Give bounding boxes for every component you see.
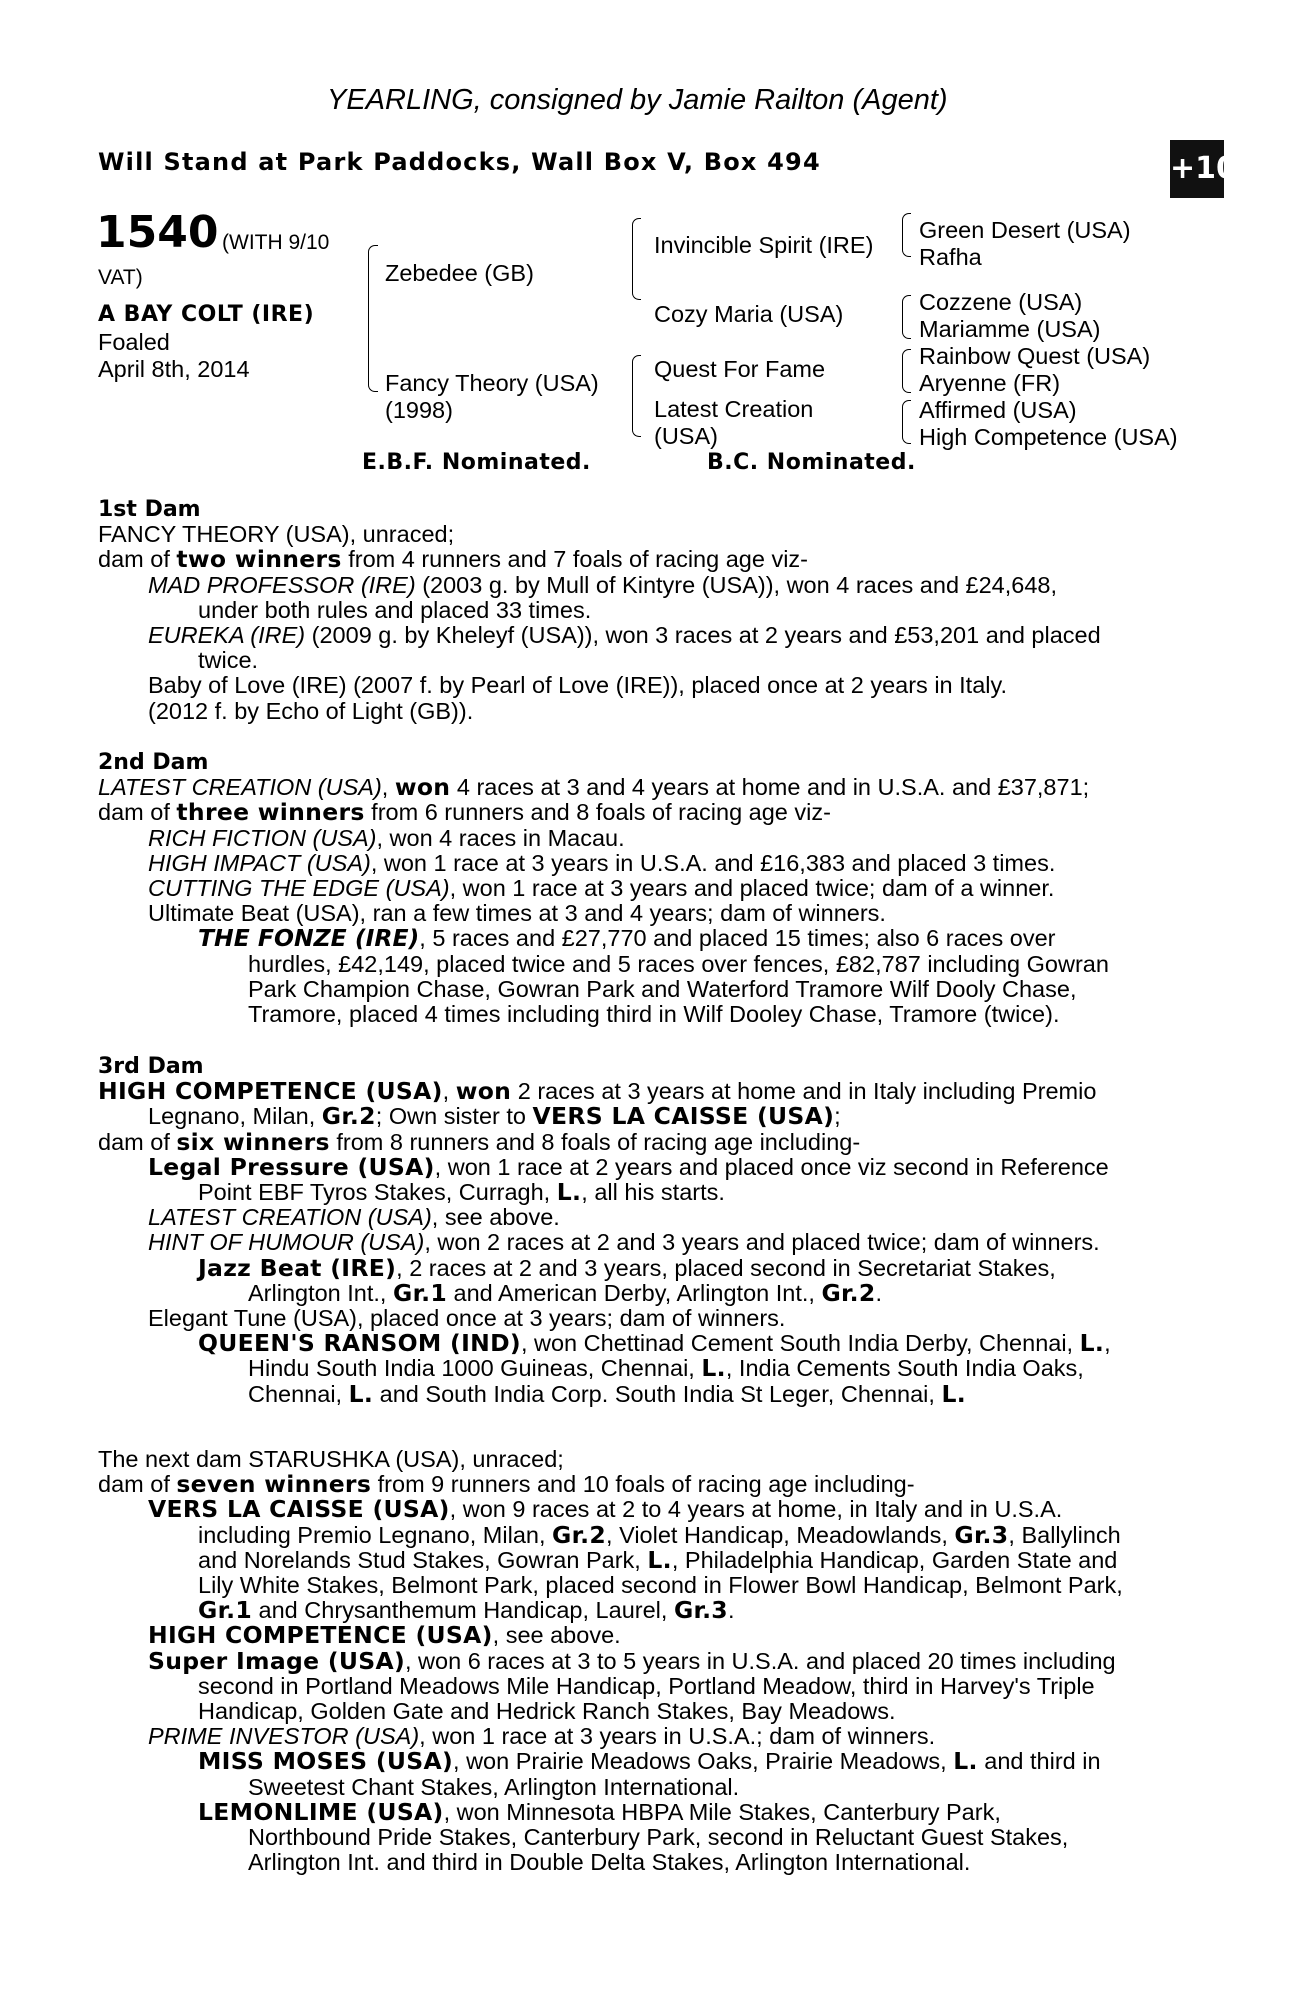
next-dam-line: The next dam STARUSHKA (USA), unraced; xyxy=(98,1446,564,1472)
third-dam-line: HIGH COMPETENCE (USA), won 2 races at 3 years at home and in Italy including Premio xyxy=(98,1077,1097,1106)
pedigree-brace-sd xyxy=(902,295,911,339)
second-dam-line: CUTTING THE EDGE (USA), won 1 race at 3 years and placed twice; dam of a winner. xyxy=(148,875,1055,902)
next-dam-line: dam of seven winners from 9 runners and 10 foals of racing age including- xyxy=(98,1470,915,1499)
third-dam-line: Legal Pressure (USA), won 1 race at 2 years and placed once viz second in Reference xyxy=(148,1152,1109,1181)
pedigree-dam-dam-2: (USA) xyxy=(654,423,718,449)
section-third-dam xyxy=(98,1054,1198,1407)
next-dam-line: PRIME INVESTOR (USA), won 1 race at 3 years in U.S.A.; dam of winners. xyxy=(148,1723,936,1750)
pedigree-brace-dd xyxy=(902,400,911,444)
second-dam-line: LATEST CREATION (USA), won 4 races at 3 and 4 years at home and in U.S.A. and £37,871; xyxy=(98,773,1090,802)
next-dam-line: Gr.1 and Chrysanthemum Handicap, Laurel, Gr.3. xyxy=(198,1596,735,1625)
lot-foaled-2: April 8th, 2014 xyxy=(98,356,250,382)
first-dam-line: (2012 f. by Echo of Light (GB)). xyxy=(148,697,474,724)
second-dam-line: HIGH IMPACT (USA), won 1 race at 3 years in U.S.A. and £16,383 and placed 3 times. xyxy=(148,849,1056,876)
section-next-dam xyxy=(98,1447,1198,1875)
next-dam-line: Super Image (USA), won 6 races at 3 to 5 years in U.S.A. and placed 20 times including xyxy=(148,1646,1116,1675)
next-dam-line: second in Portland Meadows Mile Handicap, Portland Meadow, third in Harvey's Triple xyxy=(198,1672,1095,1699)
second-dam-line: THE FONZE (IRE), 5 races and £27,770 and placed 15 times; also 6 races over xyxy=(198,924,1056,953)
third-dam-line: Point EBF Tyros Stakes, Curragh, L., all his starts. xyxy=(198,1178,725,1207)
next-dam-line: Lily White Stakes, Belmont Park, placed second in Flower Bowl Handicap, Belmont Park, xyxy=(198,1572,1123,1599)
next-dam-line: Northbound Pride Stakes, Canterbury Park, second in Reluctant Guest Stakes, xyxy=(248,1824,1069,1851)
first-dam-line: EUREKA (IRE) (2009 g. by Kheleyf (USA)), won 3 races at 2 years and £53,201 and placed xyxy=(148,622,1101,649)
pedigree-dam: Fancy Theory (USA) xyxy=(385,370,599,396)
next-dam-line: HIGH COMPETENCE (USA), see above. xyxy=(148,1621,621,1650)
third-dam-line: HINT OF HUMOUR (USA), won 2 races at 2 and 3 years and placed twice; dam of winners. xyxy=(148,1229,1100,1256)
pedigree-sire-sire: Invincible Spirit (IRE) xyxy=(654,232,874,258)
stand-location: Will Stand at Park Paddocks, Wall Box V, Box 494 xyxy=(98,148,821,176)
third-dam-heading: 3rd Dam xyxy=(98,1054,204,1079)
bc-nominated: B.C. Nominated. xyxy=(707,450,916,475)
page-title: YEARLING, consigned by Jamie Railton (Agent) xyxy=(327,84,948,116)
first-dam-line: FANCY THEORY (USA), unraced; xyxy=(98,521,455,548)
second-dam-line: RICH FICTION (USA), won 4 races in Macau. xyxy=(148,824,625,851)
pedigree-brace-ds xyxy=(902,349,911,393)
second-dam-heading: 2nd Dam xyxy=(98,750,209,775)
second-dam-line: hurdles, £42,149, placed twice and 5 races over fences, £82,787 including Gowran xyxy=(248,950,1109,977)
first-dam-line: dam of two winners from 4 runners and 7 foals of racing age viz- xyxy=(98,545,809,574)
pedigree-dam-dam-1: Latest Creation xyxy=(654,396,814,422)
lot-name: A BAY COLT (IRE) xyxy=(98,302,315,327)
pedigree-brace-dam xyxy=(632,355,641,437)
next-dam-line: Sweetest Chant Stakes, Arlington International. xyxy=(248,1773,740,1800)
second-dam-line: dam of three winners from 6 runners and 8 foals of racing age viz- xyxy=(98,798,831,827)
next-dam-line: including Premio Legnano, Milan, Gr.2, Violet Handicap, Meadowlands, Gr.3, Ballylinch xyxy=(198,1520,1121,1549)
ebf-nominated: E.B.F. Nominated. xyxy=(362,450,591,475)
pedigree-ds-dam: Aryenne (FR) xyxy=(919,370,1061,396)
third-dam-line: Arlington Int., Gr.1 and American Derby, Arlington Int., Gr.2. xyxy=(248,1278,883,1307)
second-dam-line: Park Champion Chase, Gowran Park and Waterford Tramore Wilf Dooly Chase, xyxy=(248,975,1077,1002)
third-dam-line: QUEEN'S RANSOM (IND), won Chettinad Cement South India Derby, Chennai, L., xyxy=(198,1329,1111,1358)
third-dam-line: Legnano, Milan, Gr.2; Own sister to VERS LA CAISSE (USA); xyxy=(148,1102,841,1131)
first-dam-line: under both rules and placed 33 times. xyxy=(198,596,592,623)
first-dam-line: MAD PROFESSOR (IRE) (2003 g. by Mull of Kintyre (USA)), won 4 races and £24,648, xyxy=(148,571,1058,598)
pedigree-brace-sire xyxy=(632,218,641,300)
second-dam-line: Tramore, placed 4 times including third in Wilf Dooley Chase, Tramore (twice). xyxy=(248,1001,1060,1028)
next-dam-line: LEMONLIME (USA), won Minnesota HBPA Mile Stakes, Canterbury Park, xyxy=(198,1797,1001,1826)
first-dam-heading: 1st Dam xyxy=(98,497,201,522)
first-dam-line: twice. xyxy=(198,647,259,674)
pedigree-dd-sire: Affirmed (USA) xyxy=(919,397,1077,423)
lot-number: 1540 xyxy=(96,207,219,258)
pedigree-sd-dam: Mariamme (USA) xyxy=(919,316,1101,342)
lot-vat-1: (WITH 9/10 xyxy=(222,231,330,254)
third-dam-line: Hindu South India 1000 Guineas, Chennai, L., India Cements South India Oaks, xyxy=(248,1354,1084,1383)
third-dam-line: Jazz Beat (IRE), 2 races at 2 and 3 years, placed second in Secretariat Stakes, xyxy=(198,1253,1056,1282)
section-first-dam xyxy=(98,497,1198,724)
third-dam-line: dam of six winners from 8 runners and 8 foals of racing age including- xyxy=(98,1127,861,1156)
next-dam-line: Arlington Int. and third in Double Delta Stakes, Arlington International. xyxy=(248,1849,971,1876)
pedigree-sire: Zebedee (GB) xyxy=(385,260,534,286)
second-dam-line: Ultimate Beat (USA), ran a few times at 3 and 4 years; dam of winners. xyxy=(148,900,886,927)
pedigree-sire-dam: Cozy Maria (USA) xyxy=(654,301,844,327)
next-dam-line: MISS MOSES (USA), won Prairie Meadows Oaks, Prairie Meadows, L. and third in xyxy=(198,1747,1101,1776)
first-dam-line: Baby of Love (IRE) (2007 f. by Pearl of Love (IRE)), placed once at 2 years in Italy. xyxy=(148,672,1008,699)
pedigree-ss-sire: Green Desert (USA) xyxy=(919,217,1131,243)
pedigree-brace-ss xyxy=(902,213,911,257)
catalogue-badge: +10 xyxy=(1170,140,1224,198)
next-dam-line: Handicap, Golden Gate and Hedrick Ranch Stakes, Bay Meadows. xyxy=(198,1698,896,1725)
pedigree-dam-year: (1998) xyxy=(385,397,453,423)
pedigree-ss-dam: Rafha xyxy=(919,244,982,270)
pedigree-brace-gen1 xyxy=(368,245,378,392)
pedigree-dam-sire: Quest For Fame xyxy=(654,356,826,382)
section-second-dam xyxy=(98,750,1198,1027)
third-dam-line: Chennai, L. and South India Corp. South India St Leger, Chennai, L. xyxy=(248,1379,966,1408)
lot-vat-2: VAT) xyxy=(98,266,143,289)
pedigree-dd-dam: High Competence (USA) xyxy=(919,424,1178,450)
next-dam-line: and Norelands Stud Stakes, Gowran Park, L., Philadelphia Handicap, Garden State and xyxy=(198,1545,1118,1574)
lot-foaled-1: Foaled xyxy=(98,329,170,355)
pedigree-ds-sire: Rainbow Quest (USA) xyxy=(919,343,1151,369)
third-dam-line: LATEST CREATION (USA), see above. xyxy=(148,1204,560,1231)
third-dam-line: Elegant Tune (USA), placed once at 3 years; dam of winners. xyxy=(148,1305,786,1332)
next-dam-line: VERS LA CAISSE (USA), won 9 races at 2 to 4 years at home, in Italy and in U.S.A. xyxy=(148,1495,1063,1524)
pedigree-sd-sire: Cozzene (USA) xyxy=(919,289,1083,315)
